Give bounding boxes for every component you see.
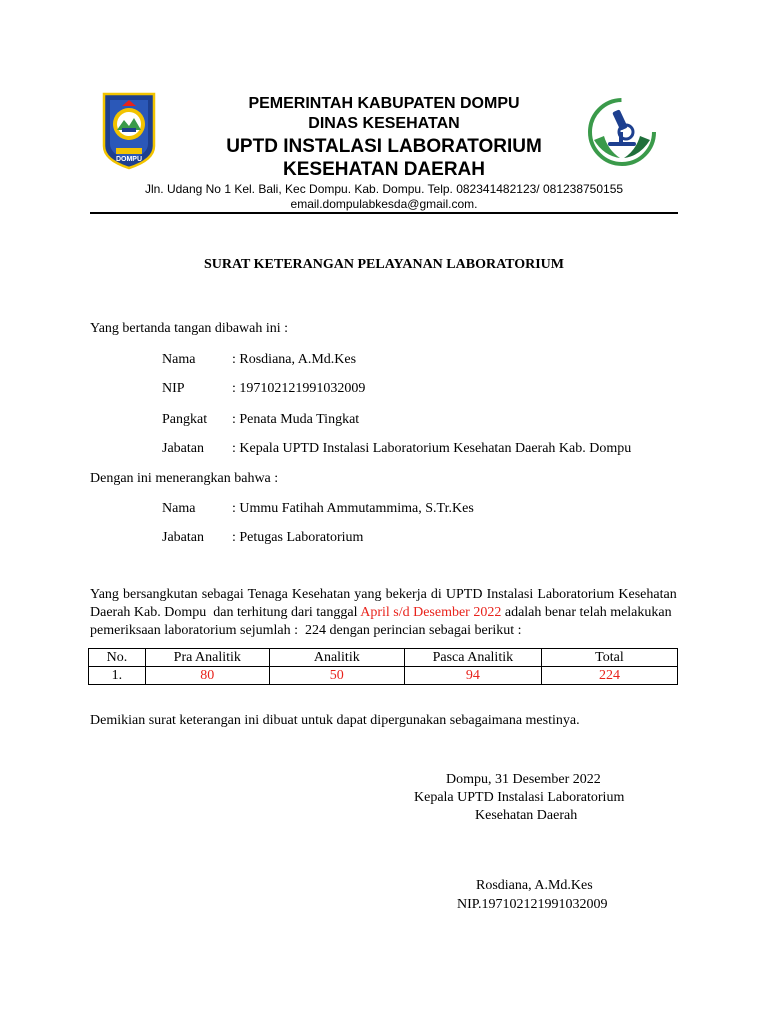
signature-place-date: Dompu, 31 Desember 2022 [446,772,601,787]
cell-pre-analytic: 80 [145,667,269,685]
signature-nip: NIP.197102121991032009 [457,897,608,912]
signature-name: Rosdiana, A.Md.Kes [476,878,593,893]
subject-position-value: : Petugas Laboratorium [232,530,364,545]
header-divider [90,212,678,214]
signatory-rank-label: Pangkat [162,412,208,427]
body-line-2-end: adalah benar telah melakukan [501,605,672,620]
header-address: Jln. Udang No 1 Kel. Bali, Kec Dompu. Kab. Dompu. Telp. 082341482123/ 081238750155 [144,182,624,196]
signatory-position-label: Jabatan [162,441,204,456]
header-no: No. [89,649,146,667]
header-pre-analytic: Pra Analitik [145,649,269,667]
header-email: email.dompulabkesda@gmail.com. [290,197,478,211]
header-institution-line-2: KESEHATAN DAERAH [283,159,485,180]
body-line-2 [90,604,672,621]
signature-position-1: Kepala UPTD Instalasi Laboratorium [414,790,625,805]
cell-no: 1. [89,667,146,685]
header-government-line: PEMERINTAH KABUPATEN DOMPU [248,95,520,112]
body-line-3: pemeriksaan laboratorium sejumlah : 224 dengan perincian sebagai berikut : [90,623,522,638]
cell-post-analytic: 94 [404,667,541,685]
signatory-nip-label: NIP [162,381,185,396]
subject-name-label: Nama [162,501,196,516]
signatory-nip-value: : 197102121991032009 [232,381,366,396]
header-analytic: Analitik [269,649,404,667]
table-header-row [89,649,678,667]
body-line-1: Yang bersangkutan sebagai Tenaga Kesehatan yang bekerja di UPTD Instalasi Laboratorium Kesehatan [90,587,677,602]
intro-text: Yang bertanda tangan dibawah ini : [90,321,289,336]
header-total: Total [541,649,677,667]
examination-table [88,648,678,685]
cell-analytic: 50 [269,667,404,685]
header-institution-line: UPTD INSTALASI LABORATORIUM [226,136,542,157]
cell-total: 224 [541,667,677,685]
signature-position-2: Kesehatan Daerah [475,808,578,823]
subject-name-value: : Ummu Fatihah Ammutammima, S.Tr.Kes [232,501,474,516]
signatory-position-value: : Kepala UPTD Instalasi Laboratorium Kesehatan Daerah Kab. Dompu [232,441,632,456]
closing-text: Demikian surat keterangan ini dibuat untuk dapat dipergunakan sebagaimana mestinya. [90,713,580,728]
subject-position-label: Jabatan [162,530,204,545]
dompu-crest-label: DOMPU [115,156,143,163]
signatory-name-value: : Rosdiana, A.Md.Kes [232,352,357,367]
table-row [89,667,678,685]
signatory-rank-value: : Penata Muda Tingkat [232,412,360,427]
document-title: SURAT KETERANGAN PELAYANAN LABORATORIUM [203,257,565,272]
signatory-name-label: Nama [162,352,196,367]
declare-text: Dengan ini menerangkan bahwa : [90,471,279,486]
header-post-analytic: Pasca Analitik [404,649,541,667]
header-department-line: DINAS KESEHATAN [308,115,460,132]
period-text: April s/d Desember 2022 [360,605,502,620]
body-line-2-start: Daerah Kab. Dompu dan terhitung dari tanggal [90,605,361,620]
